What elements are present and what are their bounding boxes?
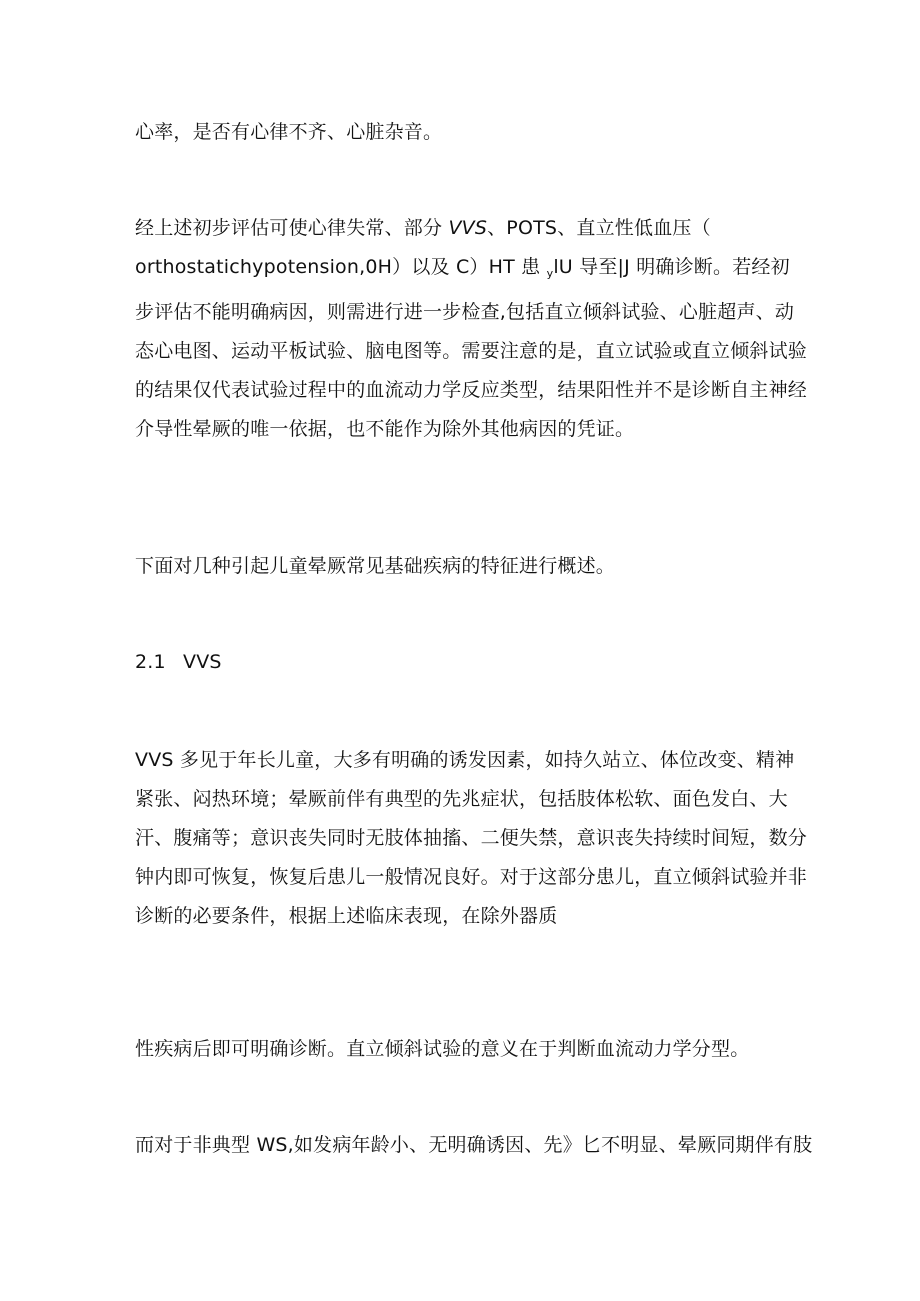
text-run: 经上述初步评估可使心律失常、部分	[135, 217, 449, 239]
text-line	[135, 209, 795, 248]
text-line	[135, 643, 795, 682]
paragraph-diagnosis	[135, 1030, 795, 1069]
text-line: 介导性晕厥的唯一依据，也不能作为除外其他病因的凭证。	[135, 418, 635, 440]
text-run-subscript: y	[546, 267, 554, 280]
text-line	[135, 248, 795, 293]
text-line: 下面对几种引起儿童晕厥常见基础疾病的特征进行概述。	[135, 555, 616, 577]
paragraph-vvs-description	[135, 741, 808, 936]
text-run-italic: VVS	[448, 217, 488, 239]
text-run: lU 导至|J 明确诊断。若经初	[553, 256, 790, 278]
section-number: 2.1	[135, 651, 166, 673]
text-line: 钟内即可恢复，恢复后患儿一般情况良好。对于这部分患儿，直立倾斜试验并非	[135, 866, 808, 888]
text-line: 紧张、闷热环境；晕厥前伴有典型的先兆症状，包括肢体松软、面色发白、大	[135, 788, 788, 810]
paragraph-initial-assessment	[135, 209, 808, 449]
text-line: 心率，是否有心律不齐、心脏杂音。	[135, 121, 443, 143]
text-line: 态心电图、运动平板试验、脑电图等。需要注意的是，直立试验或直立倾斜试验	[135, 340, 808, 362]
text-line: VVS 多见于年长儿童，大多有明确的诱发因素，如持久站立、体位改变、精神	[135, 749, 795, 771]
section-title: VVS	[183, 651, 222, 673]
text-line: 的结果仅代表试验过程中的血流动力学反应类型，结果阳性并不是诊断自主神经	[135, 379, 808, 401]
text-line: 性疾病后即可明确诊断。直立倾斜试验的意义在于判断血流动力学分型。	[135, 1038, 750, 1060]
section-heading	[135, 643, 795, 682]
text-line: 诊断的必要条件，根据上述临床表现，在除外器质	[135, 905, 558, 927]
paragraph-heart-rate	[135, 113, 795, 152]
paragraph-overview	[135, 547, 795, 586]
text-line: 汗、腹痛等；意识丧失同时无肢体抽搐、二便失禁，意识丧失持续时间短，数分	[135, 827, 808, 849]
text-line: 而对于非典型 WS,如发病年龄小、无明确诱因、先》匕不明显、晕厥同期伴有肢	[135, 1134, 813, 1156]
text-run: 、POTS、直立性低血压（	[487, 217, 711, 239]
text-line: 步评估不能明确病因，则需进行进一步检查,包括直立倾斜试验、心脏超声、动	[135, 301, 795, 323]
paragraph-atypical	[135, 1126, 813, 1165]
text-run: orthostatichypotension,0H）以及 C）HT 患	[135, 256, 547, 278]
